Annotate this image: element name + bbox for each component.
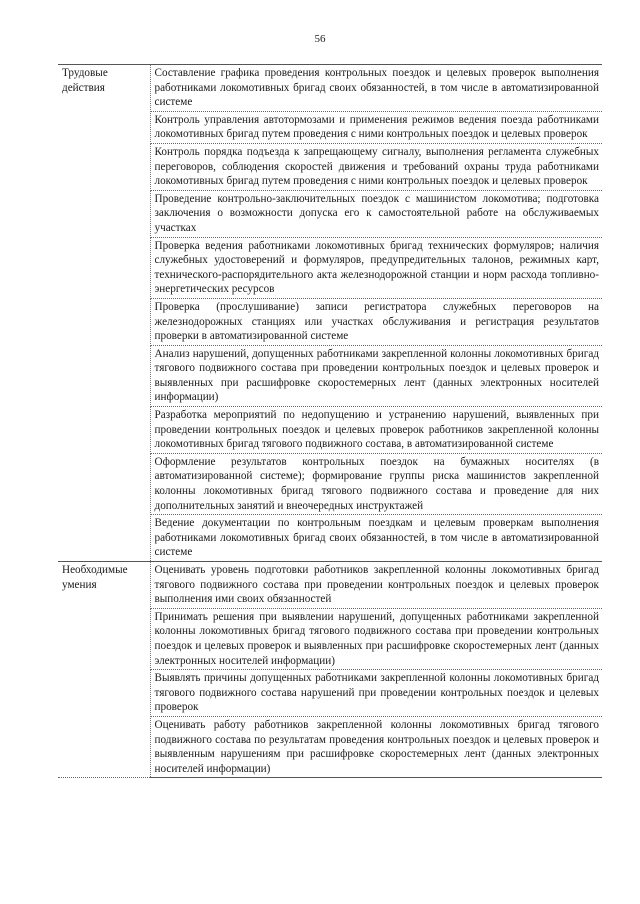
section-label-cell	[58, 65, 150, 562]
row-text: Проверка (прослушивание) записи регистратора служебных переговоров на железнодорожных станциях или участках обслуживания и регистрация результатов проверки в автоматизированной системе	[150, 298, 602, 345]
section-label: Трудовые действия	[62, 67, 108, 94]
row-text: Контроль управления автотормозами и применения режимов ведения поезда работниками локомотивных бригад путем проведения с ними контрольных поездок и целевых проверок	[150, 111, 602, 143]
labor-functions-table	[58, 64, 602, 778]
section-label: Необходимые умения	[62, 564, 128, 591]
row-text: Анализ нарушений, допущенных работниками закрепленной колонны локомотивных бригад тягового подвижного состава при проведении контрольных поездок и целевых проверок и выявленных при расшифровке скоростемерных лент (данных электронных носителей информации)	[150, 345, 602, 406]
row-text: Проведение контрольно-заключительных поездок с машинистом локомотива; подготовка заключения о возможности допуска его к самостоятельной работе на обслуживаемых участках	[150, 190, 602, 237]
section-label-cell	[58, 562, 150, 778]
page-number: 56	[314, 33, 326, 45]
row-text: Оформление результатов контрольных поездок на бумажных носителях (в автоматизированной системе); формирование группы риска машинистов закрепленной колонны локомотивных бригад тягового подвижного состава и проведение для них дополнительных занятий и внеочередных инструктажей	[150, 453, 602, 514]
row-text: Принимать решения при выявлении нарушений, допущенных работниками закрепленной колонны локомотивных бригад тягового подвижного состава при проведении контрольных поездок и целевых проверок и выявленных при расшифровке скоростемерных лент (данных электронных носителей информации)	[150, 608, 602, 669]
table-row	[58, 562, 602, 609]
table-row	[58, 65, 602, 112]
row-text: Выявлять причины допущенных работниками закрепленной колонны локомотивных бригад тягового подвижного состава нарушений при проведении контрольных поездок и целевых проверок	[150, 670, 602, 717]
row-text: Разработка мероприятий по недопущению и устранению нарушений, выявленных при проведении контрольных поездок и целевых проверок работников закрепленной колонны локомотивных бригад тягового подвижного состава, в автоматизированной системе	[150, 407, 602, 454]
row-text: Оценивать уровень подготовки работников закрепленной колонны локомотивных бригад тягового подвижного состава при проведении контрольных поездок и целевых проверок выполнения ими своих обязанностей	[150, 562, 602, 609]
row-text: Проверка ведения работниками локомотивных бригад технических формуляров; наличия служебных удостоверений и формуляров, предупредительных талонов, режимных карт, технического-распорядительного акта железнодорожной станции и норм расхода топливно-энергетических ресурсов	[150, 237, 602, 298]
row-text: Составление графика проведения контрольных поездок и целевых проверок выполнения работниками локомотивных бригад своих обязанностей, в том числе в автоматизированной системе	[150, 65, 602, 112]
table-body	[58, 65, 602, 778]
row-text: Контроль порядка подъезда к запрещающему сигналу, выполнения регламента служебных переговоров, соблюдения скоростей движения и требований охраны труда работниками локомотивных бригад путем проведения с ними контрольных поездок и целевых проверок	[150, 143, 602, 190]
row-text: Оценивать работу работников закрепленной колонны локомотивных бригад тягового подвижного состава по результатам проведения контрольных поездок и целевых проверок и выявленным нарушениям при расшифровке скоростемерных лент (данных электронных носителей информации)	[150, 716, 602, 777]
row-text: Ведение документации по контрольным поездкам и целевым проверкам выполнения работниками локомотивных бригад своих обязанностей, в том числе в автоматизированной системе	[150, 515, 602, 562]
